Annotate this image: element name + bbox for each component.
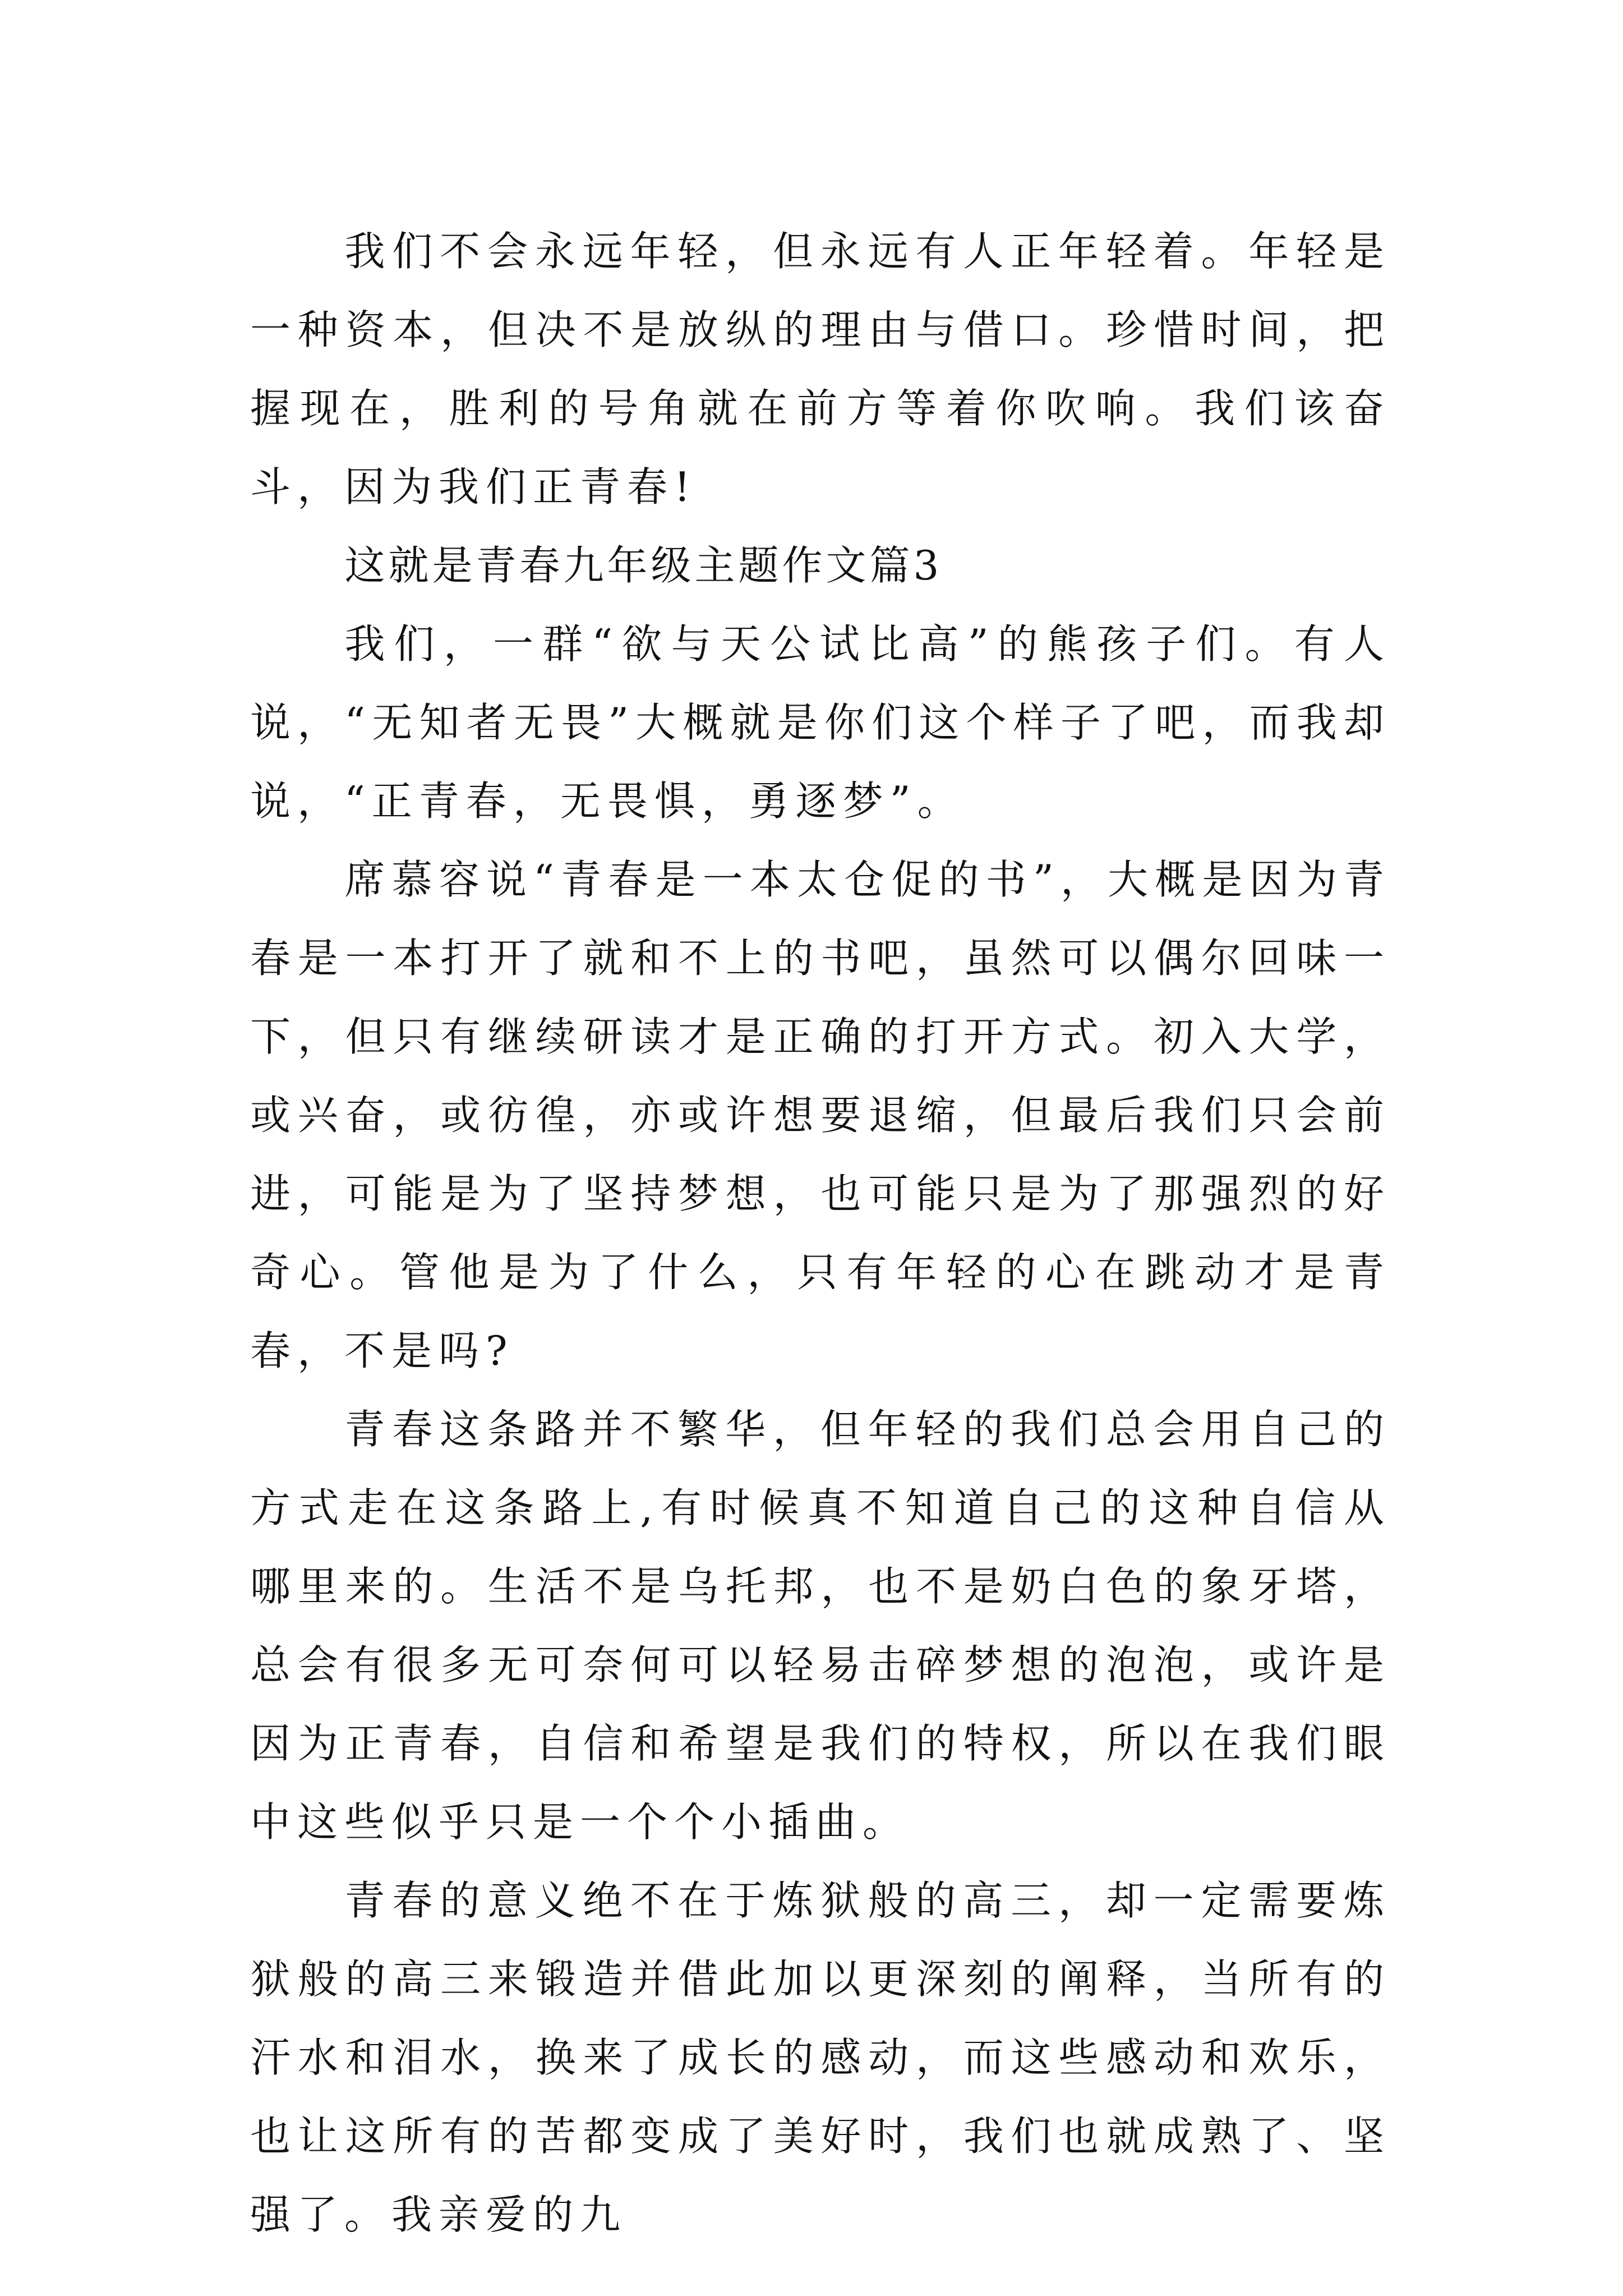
paragraph-meaning: 青春的意义绝不在于炼狱般的高三，却一定需要炼狱般的高三来锻造并借此加以更深刻的阐释，当所有的汗水和泪水，换来了成长的感动，而这些感动和欢乐，也让这所有的苦都变成了美好时，我们也就成熟了、坚强了。我亲爱的九 <box>250 1877 1391 2238</box>
article-body <box>250 212 1391 2254</box>
paragraph-book: 席慕容说“青春是一本太仓促的书”，大概是因为青春是一本打开了就和不上的书吧，虽然可以偶尔回味一下，但只有继续研读才是正确的打开方式。初入大学，或兴奋，或彷徨，亦或许想要退缩，但最后我们只会前进，可能是为了坚持梦想，也可能只是为了那强烈的好奇心。管他是为了什么，只有年轻的心在跳动才是青春，不是吗? <box>250 856 1391 1374</box>
section-heading: 这就是青春九年级主题作文篇3 <box>344 542 943 589</box>
paragraph-road: 青春这条路并不繁华，但年轻的我们总会用自己的方式走在这条路上,有时候真不知道自己的这种自信从哪里来的。生活不是乌托邦，也不是奶白色的象牙塔，总会有很多无可奈何可以轻易击碎梦想的泡泡，或许是因为正青春，自信和希望是我们的特权，所以在我们眼中这些似乎只是一个个小插曲。 <box>250 1406 1391 1846</box>
paragraph-conclusion: 我们不会永远年轻，但永远有人正年轻着。年轻是一种资本，但决不是放纵的理由与借口。珍惜时间，把握现在，胜利的号角就在前方等着你吹响。我们该奋斗，因为我们正青春! <box>250 228 1391 510</box>
paragraph-intro: 我们，一群“欲与天公试比高”的熊孩子们。有人说，“无知者无畏”大概就是你们这个样子了吧，而我却说，“正青春，无畏惧，勇逐梦”。 <box>250 620 1391 825</box>
